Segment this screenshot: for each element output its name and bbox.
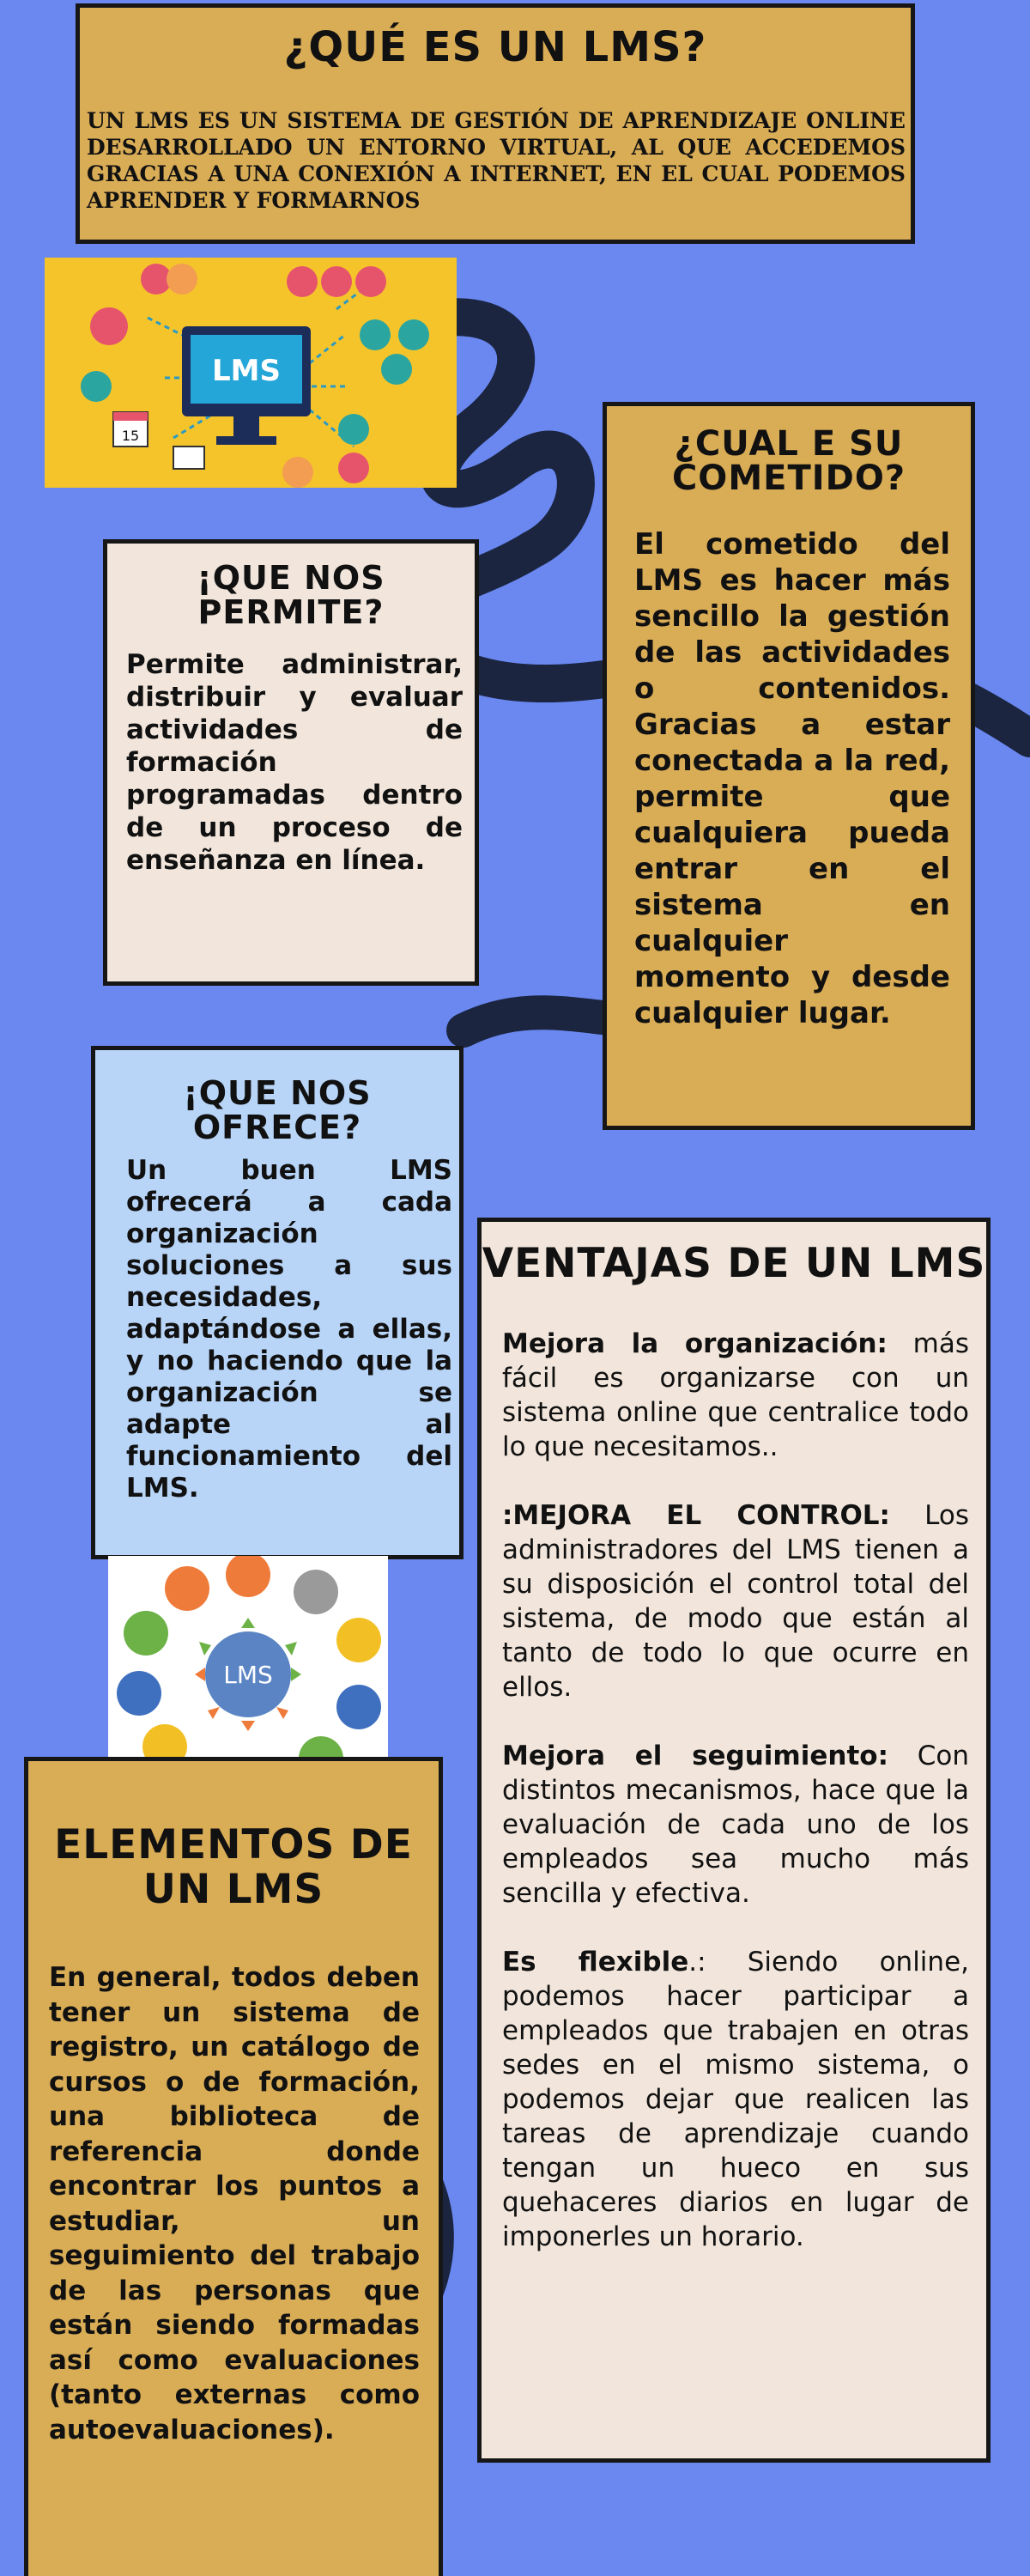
lms-network-illustration xyxy=(45,258,457,488)
elementos-heading: ELEMENTOS DE UN LMS xyxy=(54,1821,413,1913)
ventajas-list xyxy=(502,1327,969,2254)
cometido-card xyxy=(603,402,975,1130)
elementos-text: En general, todos deben tener un sistema de registro, un catálogo de cursos o de formación, una biblioteca de referencia donde encontrar los puntos a estudiar, un seguimiento del trabajo de las personas que están siendo formadas así como evaluaciones (tanto externas como autoevaluaciones). xyxy=(49,1962,420,2445)
permite-heading: ¡QUE NOS PERMITE? xyxy=(197,559,385,631)
cometido-heading: ¿CUAL E SU COMETIDO? xyxy=(671,424,906,498)
ventaja-item: Mejora el seguimiento: Con distintos mecanismos, hace que la evaluación de cada uno de los empleados sea mucho más sencilla y efectiva. xyxy=(502,1741,969,1909)
ventaja-item: Mejora la organización: más fácil es organizarse con un sistema online que centralice todo lo que necesitamos.. xyxy=(502,1328,969,1462)
title-card xyxy=(76,3,915,244)
permite-text: Permite administrar, distribuir y evaluar actividades de formación programadas dentro de un proceso de enseñanza en línea. xyxy=(126,649,463,876)
lms-screen-label: LMS xyxy=(212,354,281,388)
elementos-card xyxy=(24,1757,443,2576)
cycle-center-label: LMS xyxy=(223,1661,273,1689)
title-text: UN LMS ES UN SISTEMA DE GESTIÓN DE APRENDIZAJE ONLINE DESARROLLADO UN ENTORNO VIRTUAL, AL QUE ACCEDEMOS GRACIAS A UNA CONEXIÓN A INTERNET, EN EL CUAL PODEMOS APRENDER Y FORMARNOS xyxy=(87,108,906,213)
title-heading: ¿QUÉ ES UN LMS? xyxy=(283,23,707,71)
ventajas-heading: VENTAJAS DE UN LMS xyxy=(482,1240,986,1287)
ventajas-card xyxy=(477,1218,991,2463)
ventaja-item: Es flexible.: Siendo online, podemos hacer participar a empleados que trabajen en otras sedes en el mismo sistema, o podemos dejar que realicen las tareas de aprendizaje cuando tengan un hueco en sus quehaceres diarios en lugar de imponerles un horario. xyxy=(502,1947,969,2252)
ofrece-card xyxy=(91,1046,464,1559)
ofrece-heading: ¡QUE NOS OFRECE? xyxy=(183,1074,372,1146)
ofrece-text: Un buen LMS ofrecerá a cada organización soluciones a sus necesidades, adaptándose a ellas, y no haciendo que la organización se adapte al funcionamiento del LMS. xyxy=(126,1155,452,1504)
permite-card xyxy=(103,539,479,986)
cometido-text: El cometido del LMS es hacer más sencillo la gestión de las actividades o contenidos. Gracias a estar conectada a la red, permite que cualquiera pueda entrar en el sistema en cualquier momento y desde cualquier lugar. xyxy=(634,527,950,1030)
calendar-day: 15 xyxy=(121,428,140,444)
ventaja-item: :MEJORA EL CONTROL: Los administradores del LMS tienen a su disposición el control total del sistema, de modo que están al tanto de todo lo que ocurre en ellos. xyxy=(502,1500,969,1703)
